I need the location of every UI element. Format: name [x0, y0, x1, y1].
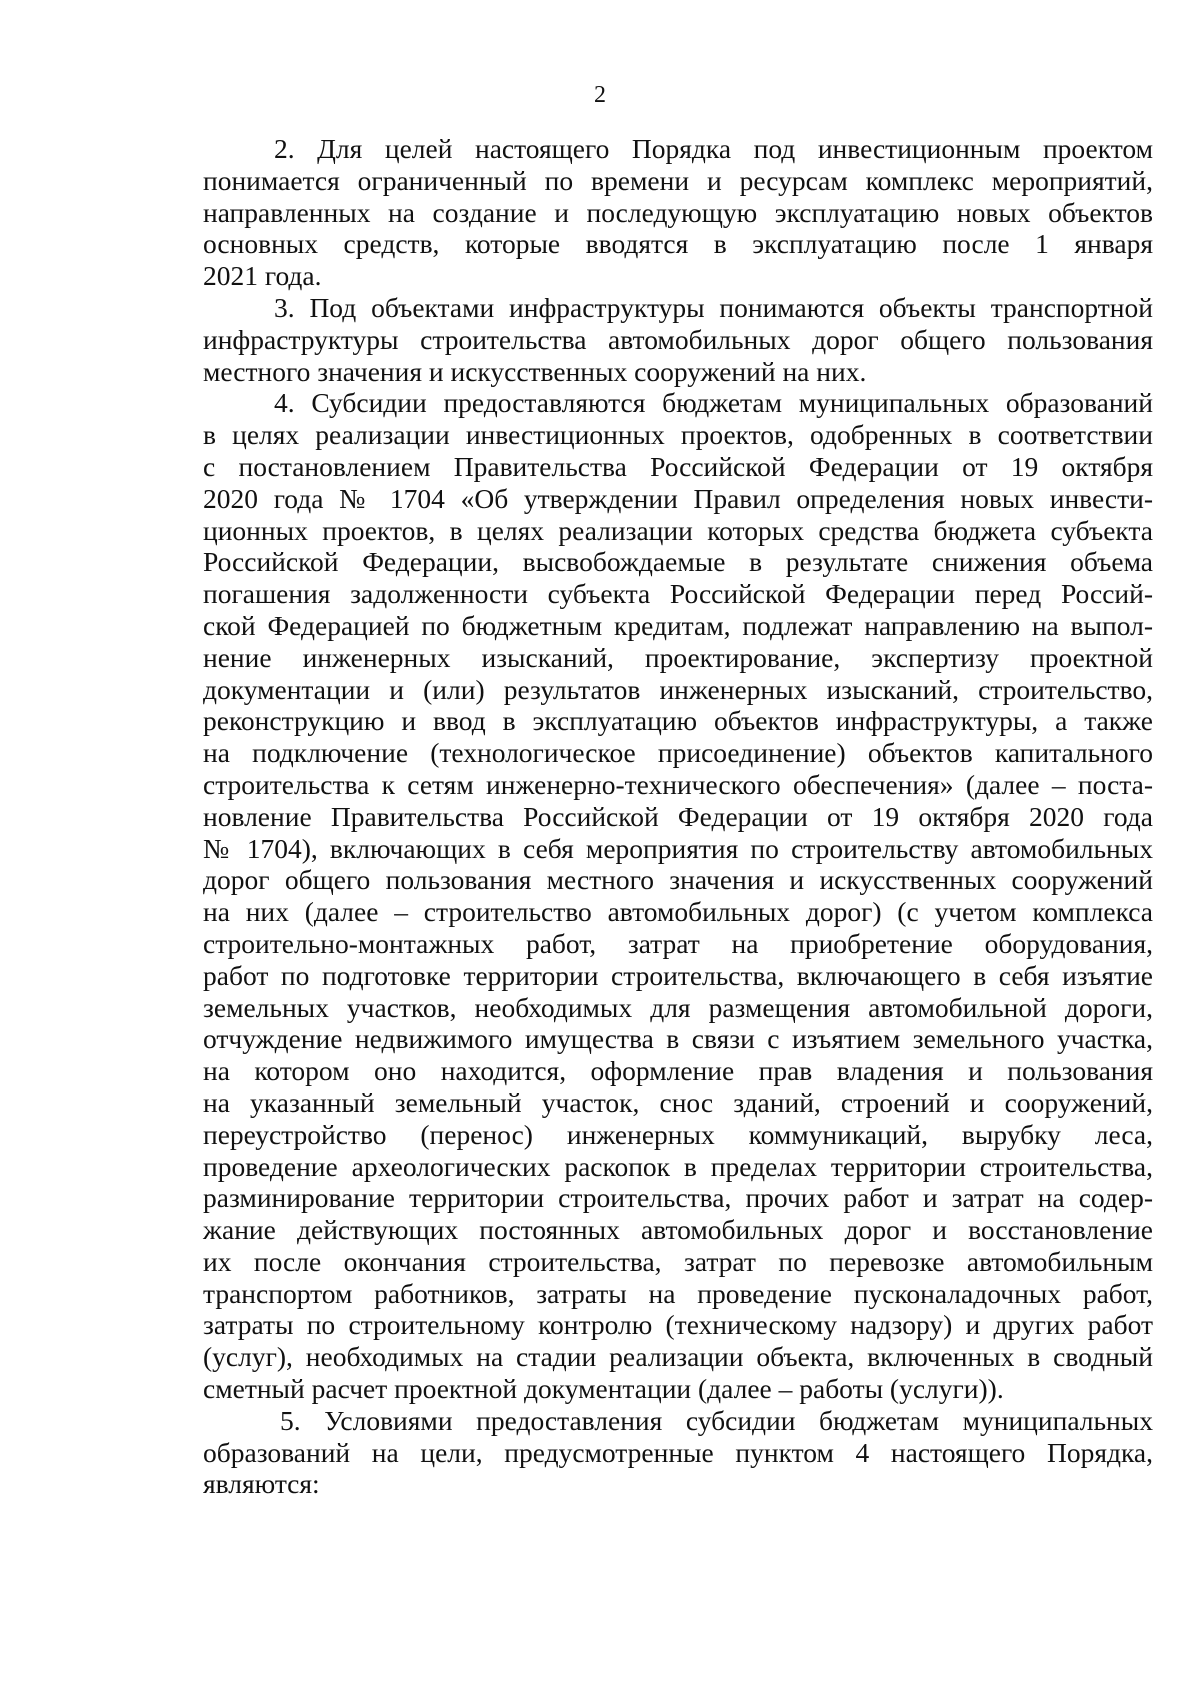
- paragraph-4-line: новление Правительства Российской Федерации от 19 октября 2020 года: [203, 800, 1153, 832]
- paragraph-4-line: транспортом работников, затраты на проведение пусконаладочных работ,: [203, 1277, 1153, 1309]
- paragraph-4-line: строительства к сетям инженерно-технического обеспечения» (далее – поста-: [203, 768, 1153, 800]
- paragraph-4-line: разминирование территории строительства, прочих работ и затрат на содер-: [203, 1182, 1153, 1214]
- paragraph-4-line: на подключение (технологическое присоединение) объектов капитального: [203, 737, 1153, 769]
- paragraph-4-line: в целях реализации инвестиционных проектов, одобренных в соответствии: [203, 419, 1153, 451]
- paragraph-4-line: 2020 года № 1704 «Об утверждении Правил определения новых инвести-: [203, 482, 1153, 514]
- paragraph-2-line: 2021 года.: [203, 260, 322, 292]
- paragraph-4-line: на котором оно находится, оформление прав владения и пользования: [203, 1055, 1153, 1087]
- paragraph-5-line: являются:: [203, 1468, 320, 1500]
- paragraph-4-line: погашения задолженности субъекта Российской Федерации перед Россий-: [203, 578, 1153, 610]
- paragraph-4-line: их после окончания строительства, затрат по перевозке автомобильным: [203, 1245, 1153, 1277]
- paragraph-4-line: ской Федерацией по бюджетным кредитам, подлежат направлению на выпол-: [203, 609, 1153, 641]
- paragraph-4-line: переустройство (перенос) инженерных коммуникаций, вырубку леса,: [203, 1118, 1153, 1150]
- paragraph-4-line: Российской Федерации, высвобождаемые в результате снижения объема: [203, 546, 1153, 578]
- paragraph-4-line: документации и (или) результатов инженерных изысканий, строительство,: [203, 673, 1153, 705]
- page-number: 2: [594, 82, 606, 108]
- paragraph-5-line: 5. Условиями предоставления субсидии бюджетам муниципальных: [280, 1404, 1153, 1436]
- paragraph-4-line: сметный расчет проектной документации (далее – работы (услуги)).: [203, 1373, 1004, 1405]
- paragraph-4-line: земельных участков, необходимых для размещения автомобильной дороги,: [203, 991, 1153, 1023]
- paragraph-4-line: отчуждение недвижимого имущества в связи с изъятием земельного участка,: [203, 1023, 1153, 1055]
- document-body: [203, 133, 1153, 1500]
- paragraph-2-line: понимается ограниченный по времени и ресурсам комплекс мероприятий,: [203, 164, 1153, 196]
- paragraph-4-line: с постановлением Правительства Российской Федерации от 19 октября: [203, 450, 1153, 482]
- paragraph-4-line: строительно-монтажных работ, затрат на приобретение оборудования,: [203, 927, 1153, 959]
- paragraph-4-line: дорог общего пользования местного значения и искусственных сооружений: [203, 864, 1153, 896]
- paragraph-4-line: реконструкцию и ввод в эксплуатацию объектов инфраструктуры, а также: [203, 705, 1153, 737]
- paragraph-4-line: на них (далее – строительство автомобильных дорог) (с учетом комплекса: [203, 896, 1153, 928]
- paragraph-3-line: инфраструктуры строительства автомобильных дорог общего пользования: [203, 323, 1153, 355]
- paragraph-4-line: № 1704), включающих в себя мероприятия по строительству автомобильных: [203, 832, 1153, 864]
- paragraph-3-line: 3. Под объектами инфраструктуры понимаются объекты транспортной: [274, 291, 1153, 323]
- paragraph-4-line: жание действующих постоянных автомобильных дорог и восстановление: [203, 1214, 1153, 1246]
- paragraph-2-line: 2. Для целей настоящего Порядка под инвестиционным проектом: [274, 133, 1153, 164]
- paragraph-4-line: 4. Субсидии предоставляются бюджетам муниципальных образований: [274, 387, 1153, 419]
- paragraph-4-line: на указанный земельный участок, снос зданий, строений и сооружений,: [203, 1086, 1153, 1118]
- paragraph-4-line: (услуг), необходимых на стадии реализации объекта, включенных в сводный: [203, 1341, 1153, 1373]
- paragraph-5-line: образований на цели, предусмотренные пунктом 4 настоящего Порядка,: [203, 1436, 1153, 1468]
- paragraph-4-line: затраты по строительному контролю (техническому надзору) и других работ: [203, 1309, 1153, 1341]
- paragraph-2-line: основных средств, которые вводятся в эксплуатацию после 1 января: [203, 228, 1153, 260]
- paragraph-3-line: местного значения и искусственных сооружений на них.: [203, 355, 867, 387]
- paragraph-4-line: нение инженерных изысканий, проектирование, экспертизу проектной: [203, 641, 1153, 673]
- paragraph-4-line: проведение археологических раскопок в пределах территории строительства,: [203, 1150, 1153, 1182]
- paragraph-4-line: работ по подготовке территории строительства, включающего в себя изъятие: [203, 959, 1153, 991]
- paragraph-2-line: направленных на создание и последующую эксплуатацию новых объектов: [203, 196, 1153, 228]
- paragraph-4-line: ционных проектов, в целях реализации которых средства бюджета субъекта: [203, 514, 1153, 546]
